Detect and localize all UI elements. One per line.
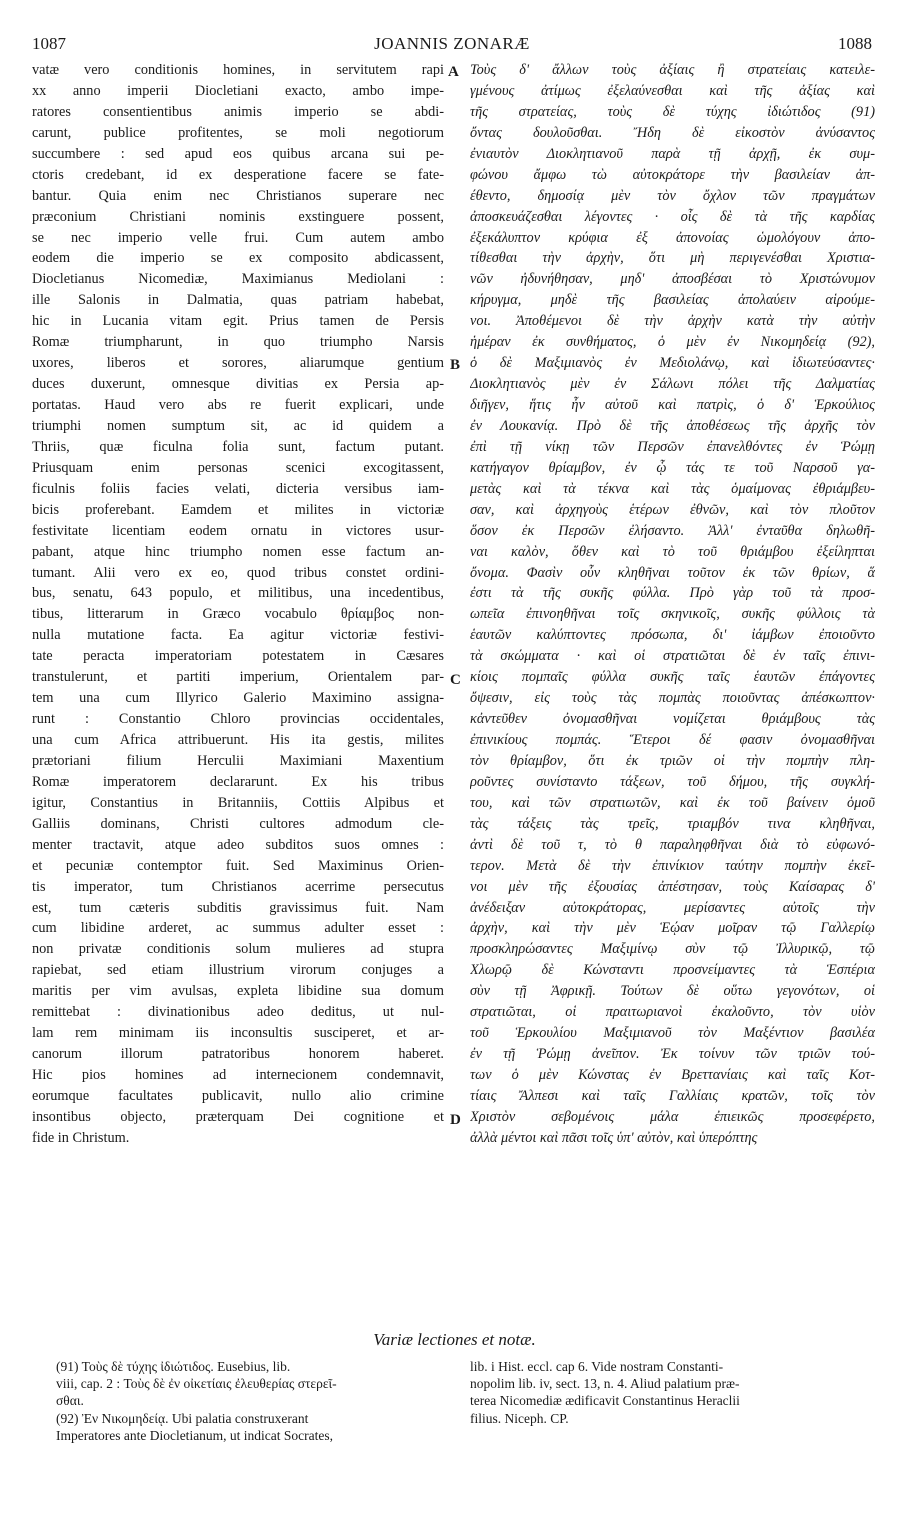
latin-text-line: Priusquam enim personas scenici excogitassent,	[32, 459, 444, 476]
page-number-left: 1087	[32, 34, 66, 53]
section-marker-c: C	[450, 672, 461, 688]
latin-text-line: transtulerunt, et partiti imperium, Orientalem par-	[32, 669, 444, 686]
greek-text-line: ἐξεκάλυπτον κρύφια ἐξ ἀπονοίας ὡμολόγουν ἀπο-	[470, 229, 875, 246]
notes-left-column	[56, 1358, 442, 1444]
greek-text-line: ἀλλὰ μέντοι καὶ πᾶσι τοῖς ὑπ' αὐτὸν, καὶ ὑπερόπτης	[470, 1129, 758, 1146]
latin-text-line: uxores, liberos et sorores, aliarumque gentium	[32, 355, 444, 372]
latin-text-line: tem una cum Illyrico Galerio Maximino assigna-	[32, 690, 444, 707]
latin-text-line: duces duxerunt, omnesque divitias ex Persia ap-	[32, 376, 444, 393]
greek-text-line: ἐν Λουκανίᾳ. Πρὸ δὲ τῆς ἀποθέσεως τῆς ἀρχῆς τὸν	[470, 417, 875, 434]
greek-text-line: μετὰς καὶ τὰ τέκνα καὶ τὰς ὁμαίμονας ἐθριάμβευ-	[470, 480, 875, 497]
greek-text-line: ὅσον ἐκ Περσῶν ἐλήσαντο. Ἀλλ' ἐνταῦθα δηλωθῆ-	[470, 522, 875, 539]
greek-text-line: γμένους ἀτίμως ἐξελαύνεσθαι καὶ τῆς ἀξίας καὶ	[470, 82, 875, 99]
latin-text-line: cum libidine arderet, ac summus adulter esset :	[32, 920, 444, 937]
latin-text-line: insontibus objecto, præterquam Dei cognitione et	[32, 1108, 444, 1125]
greek-text-line: ὄνομα. Φασὶν οὖν κληθῆναι τοῦτον ἐκ τῶν θρίων, ἅ	[470, 564, 875, 581]
greek-text-line: τοῦ Ἑρκουλίου Μαξιμιανοῦ τὸν Μαξέντιον βασιλέα	[470, 1025, 875, 1042]
latin-text-line: Romæ imperatorem declararunt. Ex his tribus	[32, 773, 444, 790]
greek-text-line: τερον. Μετὰ δὲ τὴν ἐπινίκιον ταύτην πομπὴν ἐκεῖ-	[470, 857, 875, 874]
latin-text-line: portatas. Haud vero abs re fuerit explicari, unde	[32, 397, 444, 413]
greek-text-line: ὄντας δουλοῦσθαι. Ἤδη δὲ εἰκοστὸν ἀνύσαντος	[470, 124, 875, 141]
greek-text-line: ἑαυτῶν καλύπτοντες πρόσωπα, δι' ἰάμβων ἐποιοῦντο	[470, 627, 875, 644]
greek-text-line: ἐν τῇ Ῥώμῃ ἀνεῖπον. Ἐκ τοίνυν τῶν τριῶν τού-	[470, 1046, 875, 1063]
greek-text-line: ροῦντες συνίστανto τάξεων, τοῦ δήμου, τῆς συγκλή-	[470, 773, 875, 790]
latin-text-line: Diocletianus Nicomediæ, Maximianus Mediolani :	[32, 271, 444, 288]
notes-right-column	[470, 1358, 875, 1427]
latin-text-line: succumbere : sed apud eos quibus arcana sui pe-	[32, 145, 444, 162]
greek-text-line: τὰς τάξεις τὰς τρεῖς, τριαμβόν τινα κληθῆναι,	[470, 815, 875, 832]
latin-text-line: menter tractavit, atque adeo subditos suos omnes :	[32, 836, 444, 853]
latin-text-line: tis imperator, tum Christianos acerrime persecutus	[32, 878, 444, 895]
greek-column	[470, 60, 875, 1149]
greek-text-line: κατήγαγον θρίαμβον, ἐν ᾧ τάς τε τοῦ Ναρσοῦ γα-	[470, 459, 875, 476]
section-marker-a: A	[448, 64, 459, 80]
note-line: σθαι.	[56, 1393, 84, 1409]
page-header	[32, 34, 872, 56]
latin-text-line: non privatæ conditionis solum mulieres ad stupra	[32, 941, 444, 958]
latin-text-line: rapiebat, sed etiam illustrium virorum conjuges a	[32, 962, 444, 979]
latin-text-line: se nec imperio velle frui. Cum autem ambo	[32, 229, 444, 246]
greek-text-line: ἀντὶ δὲ τοῦ τ, τὸ θ παραληφθῆναι διὰ τὸ εὐφωνό-	[470, 836, 875, 853]
latin-text-line: una cum Africa attribuerunt. His ita gestis, milites	[32, 732, 444, 748]
latin-text-line: canorum illorum patratoribus honorem haberet.	[32, 1046, 444, 1063]
latin-text-line: Thriis, quæ ficulna folia sunt, factum putant.	[32, 438, 444, 455]
latin-text-line: tate peracta imperatoriam potestatem in Cæsares	[32, 648, 444, 665]
latin-text-line: bantur. Quia enim nec Christianos superare nec	[32, 187, 444, 204]
greek-text-line: τίαις Ἄλπεσι καὶ ταῖς Γαλλίαις κρατῶν, τοῖς τὸν	[470, 1087, 875, 1104]
latin-text-line: ctoris credebant, id ex desperatione facere se fate-	[32, 166, 444, 183]
latin-text-line: bicis proferebant. Eamdem et milites in victoriæ	[32, 501, 444, 518]
latin-text-line: eodem die imperio se ex composito abdicassent,	[32, 250, 444, 267]
greek-text-line: κήρυγμα, μηδὲ τῆς βασιλείας ἀπολαύειν αἱρούμε-	[470, 292, 875, 309]
note-line: filius. Niceph. CP.	[470, 1410, 569, 1426]
greek-text-line: φώνου ἄμφω τὼ αὐτοκράτορε τὴν βασιλείαν ἀπ-	[470, 166, 875, 183]
latin-text-line: carunt, publice profitentes, se moli negotiorum	[32, 124, 444, 141]
latin-text-line: hic in Lucania vitam egit. Prius tamen de Persis	[32, 313, 444, 330]
latin-text-line: runt : Constantio Chloro provincias occidentales,	[32, 711, 444, 728]
latin-column	[32, 60, 444, 1149]
latin-text-line: tibus, litterarum in Græco vocabulo θρίαμβος non-	[32, 606, 444, 623]
latin-text-line: tumant. Alii vero ex eo, quod tribus constet ordini-	[32, 564, 444, 581]
latin-text-line: ratores consentientibus animis imperio se abdi-	[32, 103, 444, 120]
greek-text-line: σαν, καὶ ἀρχηγοὺς ἑτέρων ἐθνῶν, καὶ τὸν πλοῦτον	[470, 501, 875, 518]
latin-text-line: Galliis dominans, Christi cultores admodum cle-	[32, 815, 444, 832]
greek-text-line: κἀντεῦθεν ὀνομασθῆναι νομίζεται θριάμβους τὰς	[470, 711, 875, 728]
note-line: terea Nicomediæ ædificavit Constantinus Heraclii	[470, 1393, 740, 1409]
latin-text-line: Hic pios homines ad internecionem condemnavit,	[32, 1067, 444, 1083]
latin-text-line: maritis per vim avulsas, expleta libidine sua domum	[32, 983, 444, 1000]
greek-text-line: ἀρχὴν, καὶ τὴν μὲν Ἑῴαν μοῖραν τῷ Γαλλερίῳ	[470, 920, 875, 937]
latin-text-line: bus, senatu, 643 populo, et militibus, una incedentibus,	[32, 585, 444, 602]
greek-text-line: Χλωρῷ δὲ Κώνσταντι προσνείμαντες τὰ Ἑσπέρια	[470, 962, 875, 979]
latin-text-line: fide in Christum.	[32, 1129, 130, 1146]
greek-text-line: ναι καλὸν, ὅθεν καὶ τὸ τοῦ θριάμβου ἐξείληπται	[470, 543, 875, 560]
latin-text-line: remittebat : divinationibus adeo deditus, ut nul-	[32, 1004, 444, 1021]
latin-text-line: vatæ vero conditionis homines, in servitutem rapi	[32, 62, 444, 78]
greek-text-line: ἐστι τὰ τῆς συκῆς φύλλα. Πρὸ γὰρ τοῦ τὰ προσ-	[470, 585, 875, 602]
greek-text-line: ἐπινικίους πομπάς. Ἕτεροι δέ φασιν ὀνομασθῆναι	[470, 732, 875, 748]
latin-text-line: lam rem minimam iis inconsultis susciperet, et ar-	[32, 1025, 444, 1042]
greek-text-line: ἀνέδειξαν αὐτοκράτορας, μερίσαντες αὐτοῖς τὴν	[470, 899, 875, 916]
greek-text-line: τὰ σκώμματα · καὶ οἱ στρατιῶται δὲ ἐν ταῖς ἐπινι-	[470, 648, 875, 665]
latin-text-line: præconium Christiani nominis exstinguere possent,	[32, 208, 444, 225]
greek-text-line: προσκληρώσαντες Μαξιμίνῳ σὺν τῷ Ἰλλυρικῷ, τῷ	[470, 941, 875, 958]
latin-text-line: nulla mutatione facta. Ea agitur victoriæ festivi-	[32, 627, 444, 644]
latin-text-line: pabant, atque hinc triumpho nomen esse factum an-	[32, 543, 444, 560]
greek-text-line: Διοκλητιανὸς μὲν ἐν Σάλωνι πόλει τῆς Δαλματίας	[470, 376, 875, 393]
greek-text-line: του, καὶ τῶν στρατιωτῶν, καὶ ἐκ τοῦ βαίνειν ὁμοῦ	[470, 794, 875, 811]
greek-text-line: τῆς στρατείας, τοὺς δὲ τύχης ἰδιώτιδος (91)	[470, 103, 875, 120]
greek-text-line: διῆγεν, ἥτις ἦν αὐτοῦ καὶ πατρὶς, ὁ δ' Ἑρκούλιος	[470, 397, 875, 413]
greek-text-line: τίθεσθαι τὴν ἀρχὴν, ὅτι μὴ περιγενέσθαι Χριστια-	[470, 250, 875, 267]
greek-text-line: τὸν θρίαμβον, ὅτι ἐκ τριῶν οἱ τὴν πομπὴν πλη-	[470, 752, 875, 769]
greek-text-line: ὄψεσιν, εἰς τοὺς τὰς πομπὰς ποιοῦντας ἀπέσκωπτον·	[470, 690, 875, 707]
greek-text-line: νῶν ἠδυνήθησαν, μηδ' ἀποσβέσαι τὸ Χριστώνυμον	[470, 271, 875, 288]
latin-text-line: festivitate licentiam eodem ornatu in victores usur-	[32, 522, 444, 539]
section-marker-b: B	[450, 357, 461, 373]
latin-text-line: et pecuniæ contemptor fuit. Sed Maximinus Orien-	[32, 857, 444, 874]
latin-text-line: eorumque facultates publicavit, nullo alio crimine	[32, 1087, 444, 1104]
latin-text-line: triumphi nomen sumptum sit, ac id quidem a	[32, 417, 444, 434]
greek-text-line: Τοὺς δ' ἄλλων τοὺς ἀξίαις ἢ στρατείαις κατειλε-	[470, 62, 875, 78]
note-line: lib. i Hist. eccl. cap 6. Vide nostram Constanti-	[470, 1359, 724, 1374]
greek-text-line: ἡμέραν ἐκ συνθήματος, ὁ μὲν ἐν Νικομηδείᾳ (92),	[470, 334, 875, 351]
latin-text-line: igitur, Constantius in Britanniis, Cottiis Alpibus et	[32, 794, 444, 811]
notes-title: Variæ lectiones et notæ.	[373, 1330, 536, 1349]
latin-text-line: ille Salonis in Dalmatia, quas patriam habebat,	[32, 292, 444, 309]
latin-text-line: prætoriani filium Herculii Maximiani Maxentium	[32, 752, 444, 769]
greek-text-line: ὁ δὲ Μαξιμιανὸς ἐν Μεδιολάνῳ, καὶ ἰδιωτεύσαντες·	[470, 355, 875, 372]
note-line: viii, cap. 2 : Τοὺς δὲ ἐν οἰκετίαις ἐλευθερίας στερεῖ-	[56, 1376, 337, 1392]
note-line: nopolim lib. iv, sect. 13, n. 4. Aliud palatium præ-	[470, 1376, 740, 1392]
note-line: (92) Ἐν Νικομηδείᾳ. Ubi palatia construxerant	[56, 1410, 309, 1426]
greek-text-line: ἐπὶ τῇ νίκῃ τῶν Περσῶν ἐπανελθόντες ἐν Ῥώμῃ	[470, 438, 875, 455]
greek-text-line: Χριστὸν σεβομένοις μάλα ἐπιεικῶς προσεφέρετο,	[470, 1108, 875, 1125]
latin-text-line: ficulnis foliis facies velati, dicteria versibus iam-	[32, 480, 444, 497]
greek-text-line: στρατιῶται, οἱ πραιτωριανοὶ ἐκαλοῦντο, τὸν υἱὸν	[470, 1004, 875, 1021]
page-number-right: 1088	[838, 34, 872, 53]
running-title: JOANNIS ZONARÆ	[374, 34, 530, 53]
greek-text-line: ωπεῖα ἐπινοηθῆναι τοῖς σκηνικοῖς, συκῆς φύλλοις τὰ	[470, 606, 875, 623]
greek-text-line: ἐνιαυτὸν Διοκλητιανοῦ παρὰ τῇ ἀρχῇ, ἐκ συμ-	[470, 145, 875, 162]
latin-text-line: Romæ triumpharunt, in quo triumpho Narsis	[32, 334, 444, 351]
latin-text-line: est, tum cæteris subditis gravissimus fuit. Nam	[32, 899, 444, 916]
greek-text-line: σὺν τῇ Ἀφρικῇ. Τούτων δὲ οὕτω γεγονότων, οἱ	[470, 983, 875, 1000]
greek-text-line: έθεντο, δημοσίᾳ μὲν τὸν ὄχλον τῶν πραγμάτων	[470, 187, 875, 204]
greek-text-line: των ὁ μὲν Κώνστας ἐν Βρεττανίαις καὶ ταῖς Κοτ-	[470, 1067, 875, 1083]
note-line: Imperatores ante Diocletianum, ut indicat Socrates,	[56, 1427, 334, 1443]
latin-text-line: xx anno imperii Diocletiani exacto, ambo impe-	[32, 82, 444, 99]
greek-text-line: ἀποσκευάζεσθαι λέγοντες · οἷς δὲ τὰ τῆς καρδίας	[470, 208, 875, 225]
section-marker-d: D	[450, 1112, 461, 1128]
note-line: (91) Τοὺς δὲ τύχης ἰδιώτιδος. Eusebius, lib.	[56, 1359, 291, 1374]
greek-text-line: κίοις πομπαῖς φύλλα συκῆς ταῖς ἑαυτῶν ἐπάγοντες	[470, 669, 875, 686]
greek-text-line: νοι μὲν τῆς ἐξουσίας ἀπέστησαν, τοὺς Καίσαρας δ'	[470, 878, 875, 895]
greek-text-line: νοι. Ἀποθέμενοι δὲ τὴν ἀρχὴν κατὰ τὴν αὐτὴν	[470, 313, 875, 330]
